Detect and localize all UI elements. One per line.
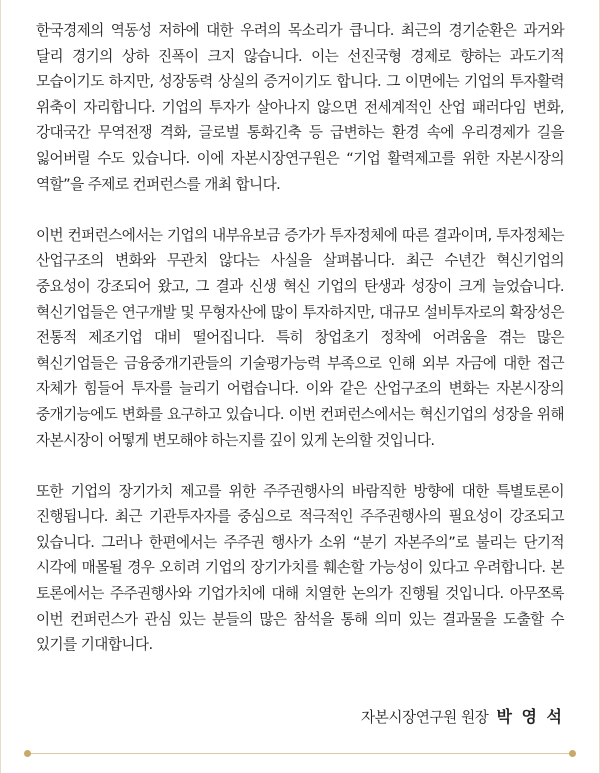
paragraph-2: 이번 컨퍼런스에서는 기업의 내부유보금 증가가 투자정체에 따른 결과이며, 투자정체는 산업구조의 변화와 무관치 않다는 사실을 살펴봅니다. 최근 수년간 혁신기업의 중요성이 강조되어 왔고, 그 결과 신생 혁신 기업의 탄생과 성장이 크게 늘었습니다. 혁신기업들은 연구개발 및 무형자산에 많이 투자하지만, 대규모 설비투자로의 확장성은 전통적 제조기업 대비 떨어집니다. 특히 창업초기 정착에 어려움을 겪는 많은 혁신기업들은 금융중개기관들의 기술평가능력 부족으로 인해 외부 자금에 대한 접근 자체가 힘들어 투자를 늘리기 어렵습니다. 이와 같은 산업구조의 변화는 자본시장의 중개기능에도 변화를 요구하고 있습니다. 이번 컨퍼런스에서는 혁신기업의 성장을 위해 자본시장이 어떻게 변모해야 하는지를 깊이 있게 논의할 것입니다. bbox=[36, 226, 564, 449]
bottom-divider bbox=[28, 753, 572, 754]
divider-dot-right-icon bbox=[569, 750, 576, 757]
signature-title: 자본시장연구원 원장 bbox=[360, 709, 489, 726]
signature-name: 박 영 석 bbox=[496, 707, 564, 726]
paragraph-1: 한국경제의 역동성 저하에 대한 우려의 목소리가 큽니다. 최근의 경기순환은 과거와 달리 경기의 상하 진폭이 크지 않습니다. 이는 선진국형 경제로 향하는 과도기적 모습이기도 하지만, 성장동력 상실의 증거이기도 합니다. 그 이면에는 기업의 투자활력 위축이 자리합니다. 기업의 투자가 살아나지 않으면 전세계적인 산업 패러다임 변화, 강대국간 무역전쟁 격화, 글로벌 통화긴축 등 급변하는 환경 속에 우리경제가 길을 잃어버릴 수도 있습니다. 이에 자본시장연구원은 “기업 활력제고를 위한 자본시장의 역할”을 주제로 컨퍼런스를 개최 합니다. bbox=[36, 22, 564, 193]
paragraph-3: 또한 기업의 장기가치 제고를 위한 주주권행사의 바람직한 방향에 대한 특별토론이 진행됩니다. 최근 기관투자자를 중심으로 적극적인 주주권행사의 필요성이 강조되고 있습니다. 그러나 한편에서는 주주권 행사가 소위 “분기 자본주의”로 불리는 단기적 시각에 매몰될 경우 오히려 기업의 장기가치를 훼손할 가능성이 있다고 우려합니다. 본 토론에서는 주주권행사와 기업가치에 대해 치열한 논의가 진행될 것입니다. 아무쪼록 이번 컨퍼런스가 관심 있는 분들의 많은 참석을 통해 의미 있는 결과물을 도출할 수 있기를 기대합니다. bbox=[36, 482, 564, 654]
signature bbox=[361, 704, 564, 727]
divider-dot-left-icon bbox=[24, 750, 31, 757]
greeting-message bbox=[36, 18, 564, 658]
